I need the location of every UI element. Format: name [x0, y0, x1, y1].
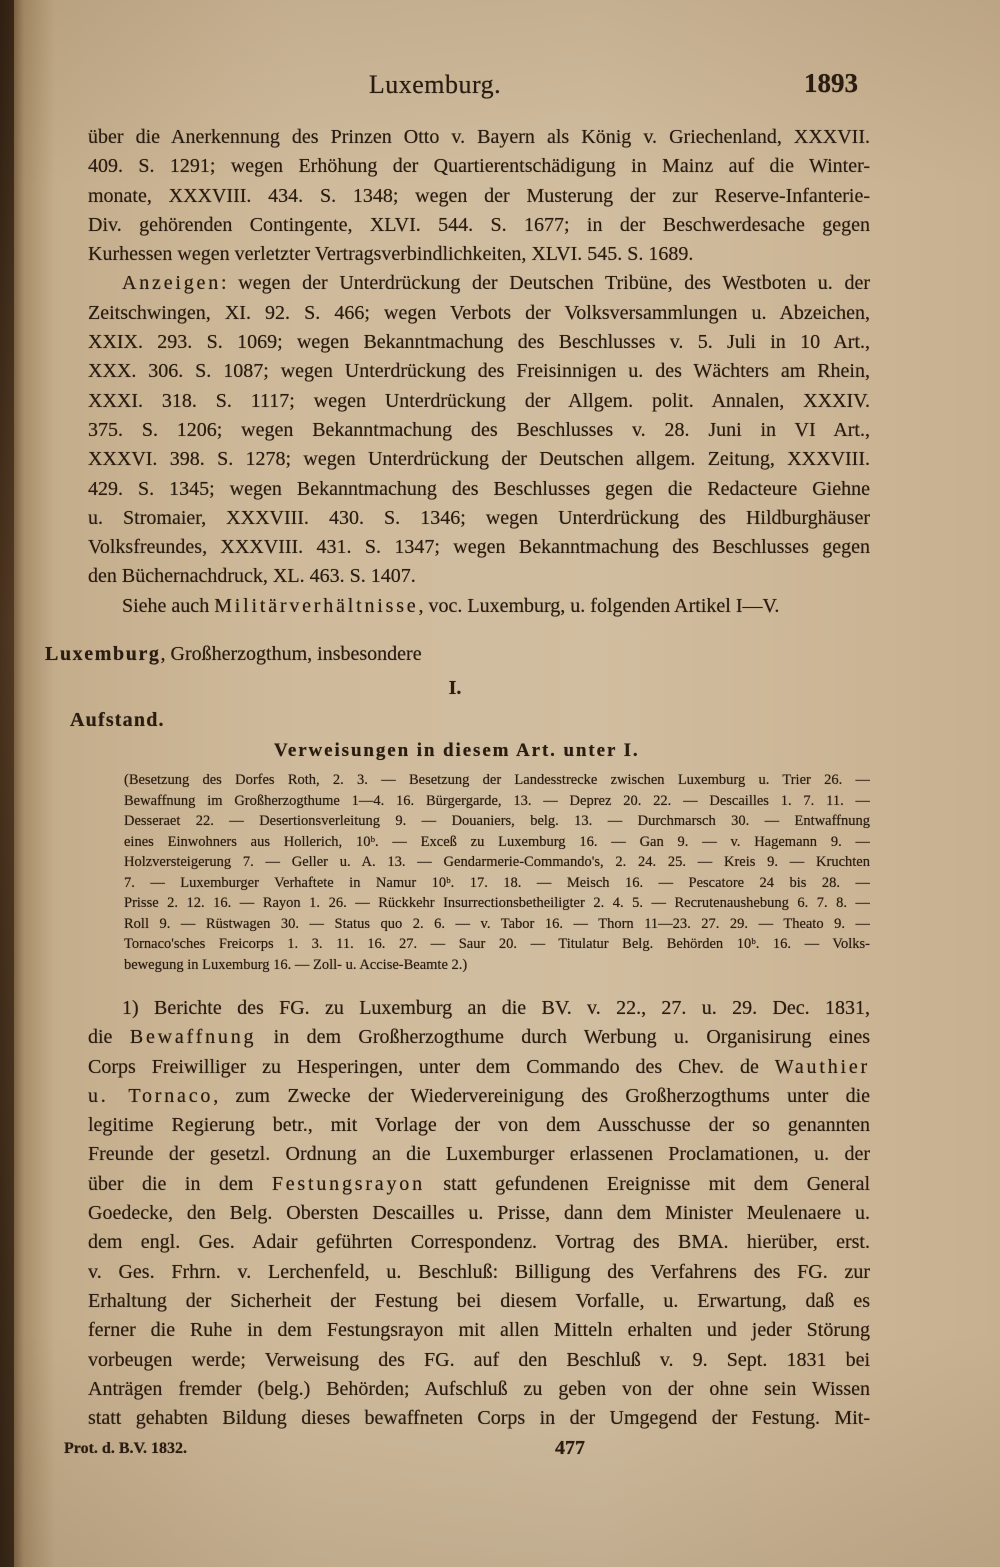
- emphasis-text: Bewaffnung: [129, 1026, 257, 1049]
- line-text: statt gehabten Bildung dieses bewaffneten Corps in der Umgegend der Festung. Mit-: [88, 1407, 870, 1430]
- emphasis-text: u. Tornaco: [88, 1084, 214, 1107]
- references-list: [124, 770, 870, 975]
- line-text: Anträgen fremder (belg.) Behörden; Aufschluß zu geben von der ohne sein Wissen: [88, 1377, 870, 1400]
- text-line: [88, 357, 870, 386]
- line-text: Prisse 2. 12. 16. — Rayon 1. 26. — Rückkehr Insurrectionsbetheiligter 2. 4. 5. — Recrutenaushebung 6. 7. 8. —: [124, 895, 870, 911]
- entry-headword-line: [45, 640, 422, 669]
- text-line: [88, 592, 870, 621]
- line-text: 7. — Luxemburger Verhaftete in Namur 10ᵇ. 17. 18. — Meisch 16. — Pescatore 24 bis 28. —: [124, 874, 870, 891]
- text-line: [88, 1404, 870, 1433]
- entry-headword-qualifier: , Großherzogthum, insbesondere: [160, 643, 422, 665]
- paragraph-anzeigen: [88, 269, 870, 591]
- paragraph-see-also: [88, 592, 870, 621]
- line-text: XXIX. 293. S. 1069; wegen Bekanntmachung des Beschlusses v. 5. Juli in 10 Art.,: [88, 331, 870, 354]
- text-line: [88, 387, 870, 416]
- line-text: monate, XXXVIII. 434. S. 1348; wegen der Musterung der zur Reserve-Infanterie-: [88, 184, 870, 207]
- emphasis-text: Festungsrayon: [271, 1172, 425, 1195]
- line-text: Desseraet 22. — Desertionsverleitung 9. — Douaniers, belg. 13. — Durchmarsch 30. — Entwaffnung: [124, 813, 870, 829]
- line-text: Volksfreundes, XXXVIII. 431. S. 1347; wegen Bekanntmachung des Beschlusses gegen: [88, 536, 870, 559]
- line-text: XXXVI. 398. S. 1278; wegen Unterdrückung der Deutschen allgem. Zeitung, XXXVIII.: [88, 448, 870, 471]
- line-text: 375. S. 1206; wegen Bekanntmachung des Beschlusses v. 28. Juni in VI Art.,: [88, 418, 870, 441]
- report-paragraph: [88, 994, 870, 1433]
- emphasis-text: Anzeigen: [122, 272, 222, 295]
- text-line: [88, 269, 870, 298]
- text-line: [88, 1316, 870, 1345]
- text-line: [88, 1199, 870, 1228]
- text-line: [124, 791, 870, 812]
- text-line: [88, 1346, 870, 1375]
- line-text: die Bewaffnung in dem Großherzogthume durch Werbung u. Organisirung eines: [88, 1026, 870, 1049]
- sheet-number: 477: [555, 1437, 585, 1459]
- line-text: 429. S. 1345; wegen Bekanntmachung des Beschlusses gegen die Redacteure Giehne: [88, 477, 870, 500]
- text-line: [124, 811, 870, 832]
- text-line: [88, 1228, 870, 1257]
- text-line: [88, 1082, 870, 1111]
- references-paragraph: [124, 770, 870, 975]
- entry-headword: Luxemburg: [45, 643, 161, 665]
- line-text: vorbeugen werde; Verweisung des FG. auf den Beschluß v. 9. Sept. 1831 bei: [88, 1348, 870, 1371]
- line-text: den Büchernachdruck, XL. 463. S. 1407.: [88, 565, 416, 588]
- line-text: Roll 9. — Rüstwagen 30. — Status quo 2. 6. — v. Tabor 16. — Thorn 11—23. 27. 29. — Theato 9. —: [124, 915, 870, 932]
- line-text: 409. S. 1291; wegen Erhöhung der Quartierentschädigung in Mainz auf die Winter-: [88, 155, 870, 178]
- continued-entry: [88, 123, 870, 621]
- line-text: über die Anerkennung des Prinzen Otto v. Bayern als König v. Griechenland, XXXVII.: [88, 126, 870, 148]
- line-text: Corps Freiwilliger zu Hesperingen, unter dem Commando des Chev. de Wauthier: [88, 1055, 870, 1078]
- text-line: [124, 873, 870, 894]
- text-line: [88, 299, 870, 328]
- line-text: Siehe auch Militärverhältnisse, voc. Luxemburg, u. folgenden Artikel I—V.: [122, 594, 780, 617]
- text-line: [88, 533, 870, 562]
- line-text: Goedecke, den Belg. Obersten Descailles u. Prisse, dann dem Minister Meulenaere u.: [88, 1202, 870, 1225]
- text-line: [88, 416, 870, 445]
- running-head: Luxemburg.: [368, 70, 502, 99]
- line-text: Kurhessen wegen verletzter Vertragsverbindlichkeiten, XLVI. 545. S. 1689.: [88, 243, 694, 266]
- line-text: über die in dem Festungsrayon statt gefundenen Ereignisse mit dem General: [88, 1172, 870, 1195]
- text-line: [124, 955, 870, 976]
- report-entry: [88, 994, 870, 1433]
- line-text: Holzversteigerung 7. — Geller u. A. 13. — Gendarmerie-Commando's, 2. 24. 25. — Kreis 9. — Kruchten: [124, 854, 870, 870]
- text-line: [88, 1140, 870, 1169]
- line-text: v. Ges. Frhrn. v. Lerchenfeld, u. Beschluß: Billigung des Verfahrens des FG. zur: [88, 1260, 870, 1283]
- text-line: [124, 770, 870, 791]
- text-line: [88, 1375, 870, 1404]
- text-line: [88, 1111, 870, 1140]
- references-heading: Verweisungen in diesem Art. unter I.: [274, 740, 640, 761]
- text-line: [88, 328, 870, 357]
- text-line: [88, 211, 870, 240]
- text-line: [88, 504, 870, 533]
- line-text: (Besetzung des Dorfes Roth, 2. 3. — Besetzung der Landesstrecke zwischen Luxemburg u. Trier 26. —: [124, 772, 870, 788]
- text-line: [88, 182, 870, 211]
- line-text: Zeitschwingen, XI. 92. S. 466; wegen Verbots der Volksversammlungen u. Abzeichen,: [88, 301, 870, 324]
- signature-mark: Prot. d. B.V. 1832.: [64, 1440, 187, 1457]
- text-line: [88, 1053, 870, 1082]
- text-line: [88, 475, 870, 504]
- line-text: Div. gehörenden Contingente, XLVI. 544. S. 1677; in der Beschwerdesache gegen: [88, 213, 870, 236]
- line-text: u. Tornaco, zum Zwecke der Wiedervereinigung des Großherzogthums unter die: [88, 1084, 870, 1107]
- text-line: [88, 152, 870, 181]
- line-text: u. Stromaier, XXXVIII. 430. S. 1346; wegen Unterdrückung des Hildburghäuser: [88, 506, 870, 529]
- binding-edge-shadow: [0, 0, 14, 1567]
- paragraph-bundestag-acts: [88, 123, 870, 269]
- line-text: XXX. 306. S. 1087; wegen Unterdrückung des Freisinnigen u. des Wächters am Rhein,: [88, 360, 870, 383]
- text-line: [124, 934, 870, 955]
- text-line: [124, 832, 870, 853]
- text-line: [88, 1258, 870, 1287]
- text-line: [88, 1170, 870, 1199]
- line-text: dem engl. Ges. Adair geführten Correspondenz. Vortrag des BMA. hierüber, erst.: [88, 1231, 870, 1254]
- line-text: 1) Berichte des FG. zu Luxemburg an die BV. v. 22., 27. u. 29. Dec. 1831,: [122, 997, 870, 1019]
- line-text: Bewaffnung im Großherzogthume 1—4. 16. Bürgergarde, 13. — Deprez 20. 22. — Descailles 1. 7. 11. —: [124, 792, 870, 809]
- emphasis-text: Militärverhältnisse: [214, 594, 419, 617]
- emphasis-text: Wauthier: [774, 1055, 870, 1078]
- text-line: [88, 240, 870, 269]
- text-line: [88, 1023, 870, 1052]
- line-text: XXXI. 318. S. 1117; wegen Unterdrückung der Allgem. polit. Annalen, XXXIV.: [88, 389, 870, 412]
- line-text: Anzeigen: wegen der Unterdrückung der Deutschen Tribüne, des Westboten u. der: [122, 272, 870, 295]
- section-numeral: I.: [448, 677, 462, 699]
- line-text: legitime Regierung betr., mit Vorlage der von dem Ausschusse der so genannten: [88, 1114, 870, 1137]
- line-text: Erhaltung der Sicherheit der Festung bei diesem Vorfalle, u. Erwartung, daß es: [88, 1289, 870, 1312]
- text-line: [88, 562, 870, 591]
- text-line: [124, 914, 870, 935]
- text-line: [124, 893, 870, 914]
- text-line: [88, 445, 870, 474]
- line-text: bewegung in Luxemburg 16. — Zoll- u. Accise-Beamte 2.): [124, 956, 468, 973]
- line-text: ferner die Ruhe in dem Festungsrayon mit allen Mitteln erhalten und jeder Störung: [88, 1319, 870, 1342]
- line-text: Tornaco'sches Freicorps 1. 3. 11. 16. 27. — Saur 20. — Titulatur Belg. Behörden 10ᵇ. 16. — Volks-: [124, 936, 870, 952]
- text-line: [124, 852, 870, 873]
- text-line: [88, 994, 870, 1023]
- line-text: eines Einwohners aus Hollerich, 10ᵇ. — Exceß zu Luxemburg 16. — Gan 9. — v. Hagemann 9. —: [124, 833, 870, 850]
- line-text: Freunde der gesetzl. Ordnung an die Luxemburger erlassenen Proclamationen, u. der: [88, 1143, 870, 1166]
- column-number: 1893: [804, 68, 858, 98]
- section-title: Aufstand.: [70, 709, 165, 731]
- text-line: [88, 1287, 870, 1316]
- text-line: [88, 123, 870, 152]
